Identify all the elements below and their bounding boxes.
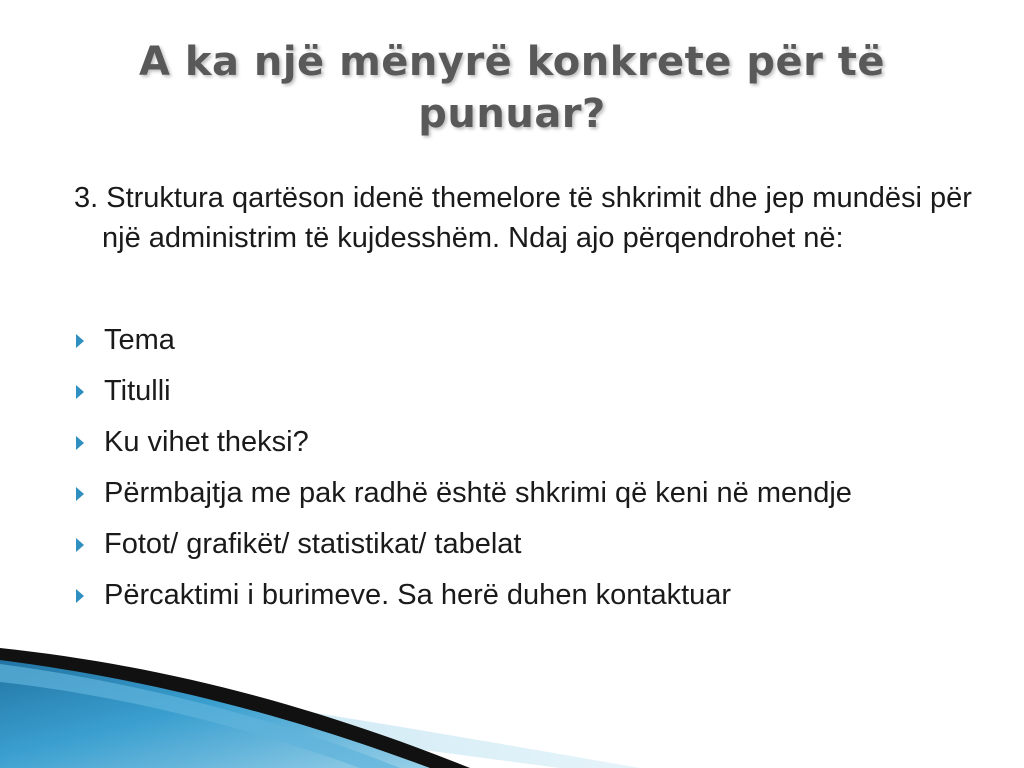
triangle-bullet-icon <box>76 436 84 450</box>
slide-title: A ka një mënyrë konkrete për të punuar? <box>138 39 886 137</box>
bullet-item <box>74 524 974 564</box>
triangle-bullet-icon <box>76 589 84 603</box>
bullet-text: Tema <box>104 324 175 356</box>
bullet-item <box>74 473 974 513</box>
bullet-item <box>74 422 974 462</box>
bullet-item <box>74 371 974 411</box>
triangle-bullet-icon <box>76 385 84 399</box>
bullet-item <box>74 320 974 360</box>
bullet-text: Përmbajtja me pak radhë është shkrimi që keni në mendje <box>104 477 852 509</box>
bullet-list <box>74 320 974 626</box>
wave-dark-stroke <box>0 648 470 768</box>
bullet-text: Fotot/ grafikët/ statistikat/ tabelat <box>104 528 522 560</box>
triangle-bullet-icon <box>76 487 84 501</box>
wave-light-band <box>0 672 640 768</box>
intro-paragraph: 3. Struktura qartëson idenë themelore të shkrimit dhe jep mundësi për një administrim të kujdesshëm. Ndaj ajo përqendrohet në: <box>74 182 972 254</box>
bullet-text: Ku vihet theksi? <box>104 426 309 458</box>
triangle-bullet-icon <box>76 334 84 348</box>
wave-highlight <box>0 664 400 768</box>
bullet-text: Përcaktimi i burimeve. Sa herë duhen kontaktuar <box>104 579 732 611</box>
triangle-bullet-icon <box>76 538 84 552</box>
bullet-text: Titulli <box>104 375 171 407</box>
bullet-item <box>74 575 974 615</box>
wave-blue-band <box>0 650 470 768</box>
